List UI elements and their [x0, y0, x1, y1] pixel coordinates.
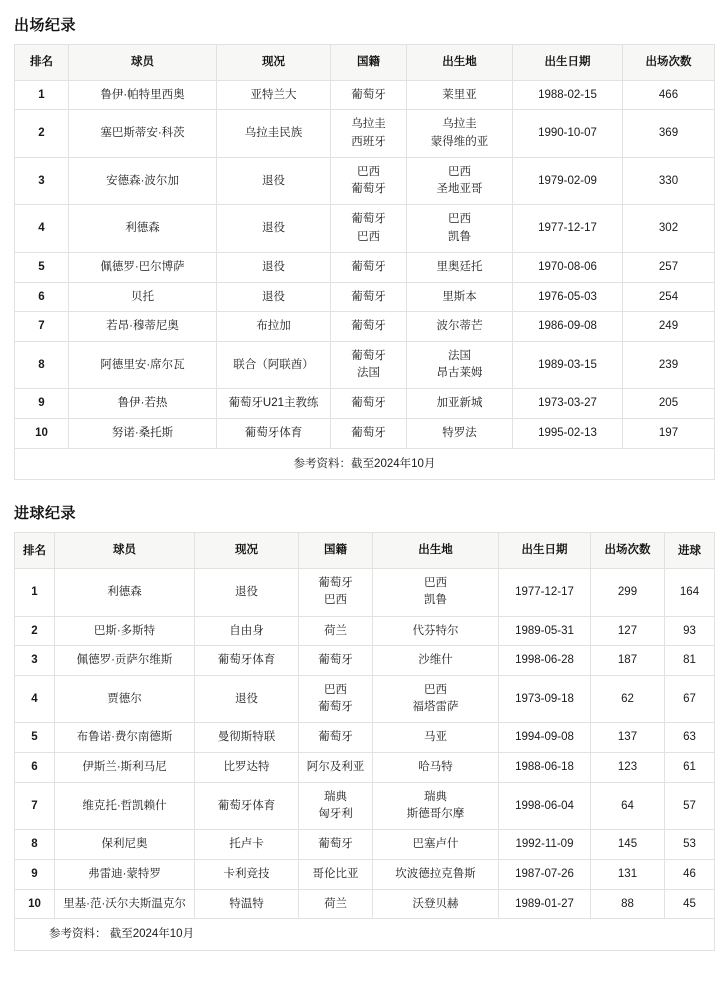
- cell-goals: 63: [665, 723, 715, 753]
- cell-birthdate: 1989-03-15: [513, 341, 623, 389]
- cell-appearances: 197: [623, 419, 715, 449]
- cell-birthplace: 里奥廷托: [407, 252, 513, 282]
- cell-player: 维克托·哲凯赖什: [55, 782, 195, 830]
- table-row: [15, 723, 715, 753]
- cell-birthdate: 1988-06-18: [499, 753, 591, 783]
- cell-player: 鲁伊·若热: [69, 389, 217, 419]
- goals-table: [14, 532, 715, 951]
- cell-appearances: 137: [591, 723, 665, 753]
- cell-rank: 1: [15, 569, 55, 617]
- column-header-birthdate: 出生日期: [499, 533, 591, 569]
- cell-birthplace: 里斯本: [407, 282, 513, 312]
- table-row: [15, 157, 715, 205]
- table-row: [15, 80, 715, 110]
- cell-appearances: 302: [623, 205, 715, 253]
- cell-nationality: 阿尔及利亚: [299, 753, 373, 783]
- table-row: [15, 205, 715, 253]
- cell-nationality: 巴西 葡萄牙: [331, 157, 407, 205]
- cell-player: 塞巴斯蒂安·科茨: [69, 110, 217, 158]
- cell-rank: 4: [15, 675, 55, 723]
- cell-nationality: 葡萄牙: [299, 723, 373, 753]
- cell-birthplace: 代芬特尔: [373, 616, 499, 646]
- cell-status: 葡萄牙体育: [195, 782, 299, 830]
- cell-goals: 46: [665, 859, 715, 889]
- cell-status: 退役: [217, 205, 331, 253]
- cell-birthdate: 1990-10-07: [513, 110, 623, 158]
- table-row: [15, 859, 715, 889]
- cell-player: 贝托: [69, 282, 217, 312]
- cell-status: 联合（阿联酋）: [217, 341, 331, 389]
- table-row: [15, 569, 715, 617]
- cell-birthdate: 1989-01-27: [499, 889, 591, 919]
- cell-birthplace: 波尔蒂芒: [407, 312, 513, 342]
- cell-rank: 2: [15, 110, 69, 158]
- cell-birthplace: 法国 昂古莱姆: [407, 341, 513, 389]
- cell-birthdate: 1977-12-17: [499, 569, 591, 617]
- cell-player: 里基·范·沃尔夫斯温克尔: [55, 889, 195, 919]
- cell-birthplace: 坎波德拉克鲁斯: [373, 859, 499, 889]
- cell-rank: 3: [15, 646, 55, 676]
- cell-nationality: 巴西 葡萄牙: [299, 675, 373, 723]
- cell-nationality: 乌拉圭 西班牙: [331, 110, 407, 158]
- cell-goals: 45: [665, 889, 715, 919]
- table-row: [15, 889, 715, 919]
- cell-nationality: 葡萄牙: [331, 252, 407, 282]
- cell-player: 安德森·波尔加: [69, 157, 217, 205]
- cell-status: 退役: [195, 675, 299, 723]
- cell-player: 努诺·桑托斯: [69, 419, 217, 449]
- column-header-nationality: 国籍: [299, 533, 373, 569]
- appearances-note: 参考资料：截至2024年10月: [15, 448, 715, 480]
- cell-status: 亚特兰大: [217, 80, 331, 110]
- cell-nationality: 荷兰: [299, 889, 373, 919]
- cell-nationality: 葡萄牙: [331, 80, 407, 110]
- table-row: [15, 646, 715, 676]
- column-header-status: 现况: [195, 533, 299, 569]
- cell-player: 佩德罗·贡萨尔维斯: [55, 646, 195, 676]
- cell-rank: 4: [15, 205, 69, 253]
- cell-nationality: 瑞典 匈牙利: [299, 782, 373, 830]
- cell-birthplace: 沃登贝赫: [373, 889, 499, 919]
- column-header-status: 现况: [217, 45, 331, 81]
- cell-appearances: 369: [623, 110, 715, 158]
- cell-birthdate: 1998-06-04: [499, 782, 591, 830]
- table-row: [15, 341, 715, 389]
- cell-nationality: 荷兰: [299, 616, 373, 646]
- cell-appearances: 249: [623, 312, 715, 342]
- cell-status: 乌拉圭民族: [217, 110, 331, 158]
- cell-rank: 2: [15, 616, 55, 646]
- table-row: [15, 419, 715, 449]
- column-header-appearances: 出场次数: [623, 45, 715, 81]
- cell-player: 伊斯兰·斯利马尼: [55, 753, 195, 783]
- cell-player: 保利尼奥: [55, 830, 195, 860]
- column-header-nationality: 国籍: [331, 45, 407, 81]
- appearances-table: [14, 44, 715, 480]
- cell-player: 利德森: [55, 569, 195, 617]
- cell-player: 巴斯·多斯特: [55, 616, 195, 646]
- cell-status: 葡萄牙体育: [217, 419, 331, 449]
- cell-appearances: 330: [623, 157, 715, 205]
- cell-nationality: 葡萄牙: [331, 389, 407, 419]
- cell-status: 比罗达特: [195, 753, 299, 783]
- cell-birthdate: 1973-09-18: [499, 675, 591, 723]
- cell-birthdate: 1979-02-09: [513, 157, 623, 205]
- goals-section-title: 进球纪录: [14, 505, 77, 523]
- cell-rank: 5: [15, 252, 69, 282]
- appearances-section-title: 出场纪录: [14, 17, 77, 34]
- table-row: [15, 830, 715, 860]
- cell-status: 卡利竞技: [195, 859, 299, 889]
- table-row: [15, 753, 715, 783]
- cell-birthplace: 巴西 福塔雷萨: [373, 675, 499, 723]
- table-row: [15, 312, 715, 342]
- cell-appearances: 127: [591, 616, 665, 646]
- cell-birthplace: 哈马特: [373, 753, 499, 783]
- cell-goals: 53: [665, 830, 715, 860]
- column-header-birthplace: 出生地: [373, 533, 499, 569]
- cell-birthdate: 1970-08-06: [513, 252, 623, 282]
- cell-appearances: 239: [623, 341, 715, 389]
- cell-nationality: 葡萄牙: [331, 282, 407, 312]
- cell-status: 托卢卡: [195, 830, 299, 860]
- table-row: [15, 782, 715, 830]
- table-row: [15, 389, 715, 419]
- cell-rank: 1: [15, 80, 69, 110]
- cell-birthdate: 1995-02-13: [513, 419, 623, 449]
- table-row: [15, 252, 715, 282]
- cell-goals: 164: [665, 569, 715, 617]
- cell-status: 退役: [217, 282, 331, 312]
- cell-appearances: 299: [591, 569, 665, 617]
- cell-birthplace: 马亚: [373, 723, 499, 753]
- cell-birthplace: 巴塞卢什: [373, 830, 499, 860]
- cell-player: 佩德罗·巴尔博萨: [69, 252, 217, 282]
- cell-status: 葡萄牙U21主教练: [217, 389, 331, 419]
- cell-birthdate: 1987-07-26: [499, 859, 591, 889]
- cell-rank: 6: [15, 753, 55, 783]
- cell-appearances: 145: [591, 830, 665, 860]
- cell-rank: 9: [15, 859, 55, 889]
- cell-nationality: 葡萄牙 巴西: [331, 205, 407, 253]
- cell-rank: 6: [15, 282, 69, 312]
- cell-rank: 7: [15, 782, 55, 830]
- cell-birthdate: 1992-11-09: [499, 830, 591, 860]
- cell-rank: 10: [15, 419, 69, 449]
- cell-nationality: 葡萄牙 巴西: [299, 569, 373, 617]
- cell-appearances: 62: [591, 675, 665, 723]
- cell-nationality: 葡萄牙: [331, 419, 407, 449]
- cell-status: 退役: [217, 157, 331, 205]
- cell-player: 利德森: [69, 205, 217, 253]
- cell-birthplace: 加亚新城: [407, 389, 513, 419]
- cell-birthplace: 沙维什: [373, 646, 499, 676]
- cell-nationality: 葡萄牙: [331, 312, 407, 342]
- column-header-player: 球员: [55, 533, 195, 569]
- cell-nationality: 葡萄牙: [299, 830, 373, 860]
- cell-appearances: 187: [591, 646, 665, 676]
- goals-note: 参考资料： 截至2024年10月: [15, 919, 715, 951]
- cell-goals: 93: [665, 616, 715, 646]
- cell-player: 贾德尔: [55, 675, 195, 723]
- cell-birthplace: 特罗法: [407, 419, 513, 449]
- cell-goals: 67: [665, 675, 715, 723]
- cell-status: 布拉加: [217, 312, 331, 342]
- cell-birthdate: 1988-02-15: [513, 80, 623, 110]
- cell-appearances: 88: [591, 889, 665, 919]
- column-header-birthdate: 出生日期: [513, 45, 623, 81]
- cell-status: 自由身: [195, 616, 299, 646]
- cell-birthplace: 巴西 凯鲁: [407, 205, 513, 253]
- cell-player: 鲁伊·帕特里西奥: [69, 80, 217, 110]
- cell-appearances: 205: [623, 389, 715, 419]
- table-row: [15, 616, 715, 646]
- table-footer-row: [15, 919, 715, 951]
- cell-rank: 8: [15, 341, 69, 389]
- cell-status: 退役: [195, 569, 299, 617]
- cell-birthdate: 1994-09-08: [499, 723, 591, 753]
- cell-appearances: 257: [623, 252, 715, 282]
- cell-birthplace: 乌拉圭 蒙得维的亚: [407, 110, 513, 158]
- column-header-appearances: 出场次数: [591, 533, 665, 569]
- table-row: [15, 675, 715, 723]
- cell-goals: 61: [665, 753, 715, 783]
- cell-birthdate: 1998-06-28: [499, 646, 591, 676]
- table-row: [15, 110, 715, 158]
- table-footer-row: [15, 448, 715, 480]
- cell-birthplace: 巴西 凯鲁: [373, 569, 499, 617]
- cell-birthdate: 1989-05-31: [499, 616, 591, 646]
- column-header-player: 球员: [69, 45, 217, 81]
- cell-birthdate: 1976-05-03: [513, 282, 623, 312]
- cell-appearances: 131: [591, 859, 665, 889]
- cell-birthdate: 1973-03-27: [513, 389, 623, 419]
- cell-goals: 57: [665, 782, 715, 830]
- cell-nationality: 葡萄牙 法国: [331, 341, 407, 389]
- table-row: [15, 282, 715, 312]
- cell-status: 曼彻斯特联: [195, 723, 299, 753]
- cell-birthdate: 1986-09-08: [513, 312, 623, 342]
- table-header-row: [15, 533, 715, 569]
- cell-birthplace: 莱里亚: [407, 80, 513, 110]
- cell-status: 退役: [217, 252, 331, 282]
- cell-rank: 7: [15, 312, 69, 342]
- cell-goals: 81: [665, 646, 715, 676]
- cell-player: 弗雷迪·蒙特罗: [55, 859, 195, 889]
- cell-rank: 3: [15, 157, 69, 205]
- cell-appearances: 466: [623, 80, 715, 110]
- column-header-rank: 排名: [15, 533, 55, 569]
- cell-rank: 8: [15, 830, 55, 860]
- column-header-rank: 排名: [15, 45, 69, 81]
- cell-rank: 10: [15, 889, 55, 919]
- cell-birthdate: 1977-12-17: [513, 205, 623, 253]
- cell-player: 阿德里安·席尔瓦: [69, 341, 217, 389]
- cell-status: 葡萄牙体育: [195, 646, 299, 676]
- cell-birthplace: 瑞典 斯德哥尔摩: [373, 782, 499, 830]
- table-header-row: [15, 45, 715, 81]
- cell-rank: 9: [15, 389, 69, 419]
- cell-status: 特温特: [195, 889, 299, 919]
- cell-appearances: 64: [591, 782, 665, 830]
- cell-nationality: 哥伦比亚: [299, 859, 373, 889]
- cell-appearances: 123: [591, 753, 665, 783]
- cell-rank: 5: [15, 723, 55, 753]
- column-header-birthplace: 出生地: [407, 45, 513, 81]
- column-header-goals: 进球: [665, 533, 715, 569]
- cell-birthplace: 巴西 圣地亚哥: [407, 157, 513, 205]
- cell-nationality: 葡萄牙: [299, 646, 373, 676]
- cell-player: 若昂·穆蒂尼奥: [69, 312, 217, 342]
- cell-appearances: 254: [623, 282, 715, 312]
- cell-player: 布鲁诺·费尔南德斯: [55, 723, 195, 753]
